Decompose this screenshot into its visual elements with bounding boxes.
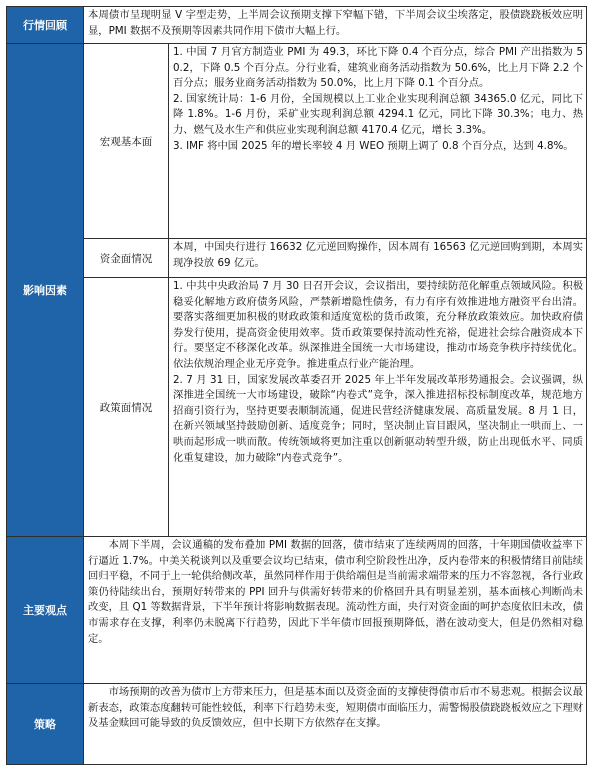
market-review-label: 行情回顾 [7, 7, 84, 44]
market-review-text: 本周债市呈现明显 V 字型走势，上半周会议预期支撑下窄幅下错，下半周会议尘埃落定，股债跷跷板效应明显，PMI 数据不及预期等因素共同作用下债市大幅上行。 [88, 9, 584, 37]
viewpoint-text: 本周下半周，会议通稿的发布叠加 PMI 数据的回落，债市结束了连续两周的回落，十年期国债收益率下行逼近 1.7%。中美关税谈判以及重要会议均已结束，债市利空阶段性出净，反内卷带来的积极情绪目前陆续回归平稳，不同于上一轮供给侧改革，虽然同样作用于供给端但是当前需求端带来的压力不容忽视，各行业政策仍待陆续出台，预期好转带来的 PPI 回升与供需好转带来的价格回升具有明显差别，基本面核心判断尚未改变，且 Q1 等数据背景，下半年预计将影响数据表现。流动性方面，央行对资金面的呵护态度依旧未改，债市需求存在支撑，利率仍未脱离下行趋势，因此下半年债市回报预期降低，潜在波动变大，但是仍然相对稳定。 [88, 539, 584, 645]
policy-text [169, 278, 586, 467]
macro-row [7, 44, 587, 239]
market-review-cell [84, 7, 587, 44]
macro-item: 2. 国家统计局：1-6 月份，全国规模以上工业企业实现利润总额 34365.0 亿元，同比下降 1.8%。1-6 月份，采矿业实现利润总额 4294.1 亿元，同比下降 30.3%；电力、热力、燃气及水生产和供应业实现利润总额 4170.4 亿元，增长 3.3%。 [173, 92, 584, 136]
funding-text: 本周，中国央行进行 16632 亿元逆回购操作，因本周有 16563 亿元逆回购到期，本周实现净投放 69 亿元。 [173, 241, 584, 269]
policy-item: 1. 中共中央政治局 7 月 30 日召开会议，会议指出，要持续防范化解重点领域风险。积极稳妥化解地方政府债务风险，严禁新增隐性债务，有力有序有效推进地方融资平台出清。要落实落细更加积极的财政政策和适度宽松的货币政策，充分释放政策效应。加快政府债券发行使用，提高资金使用效率。货币政策要保持流动性充裕，促进社会综合融资成本下行。要坚定不移深化改革。纵深推进全国统一大市场建设，推动市场竞争秩序持续优化。依法依规治理企业无序竞争。推进重点行业产能治理。 [173, 280, 584, 370]
macro-item: 1. 中国 7 月官方制造业 PMI 为 49.3，环比下降 0.4 个百分点，综合 PMI 产出指数为 50.2，下降 0.5 个百分点。分行业看，建筑业商务活动指数为 50.6%，比上月下降 2.2 个百分点；服务业商务活动指数为 50.0%，比上月下降 0.1 个百分点。 [173, 46, 584, 90]
policy-row [7, 278, 587, 537]
policy-label: 政策面情况 [84, 278, 169, 537]
policy-item: 2. 7 月 31 日，国家发展改革委召开 2025 年上半年发展改革形势通报会。会议强调，纵深推进全国统一大市场建设，破除“内卷式”竞争，深入推进招标投标制度改革，规范地方招商引资行为，坚持更要表顺制流通，促进民营经济健康发展、高质量发展。8 月 1 日，在新兴领域坚持鼓励创新、适度竞争；同时，坚决制止盲目跟风，坚决制止一哄而上、一哄而起形成一哄而散。传统领域将更加注重以创新驱动转型升级，防止出现低水平、同质化重复建设，加力破除“内卷式竞争”。 [173, 373, 584, 464]
macro-text [169, 44, 586, 155]
funding-row [7, 239, 587, 278]
policy-cell [169, 278, 587, 537]
macro-label: 宏观基本面 [84, 44, 169, 239]
viewpoint-label: 主要观点 [7, 537, 84, 684]
viewpoint-row [7, 537, 587, 684]
strategy-label: 策略 [7, 684, 84, 765]
market-review-row [7, 7, 587, 44]
macro-cell [169, 44, 587, 239]
strategy-cell [84, 684, 587, 765]
funding-cell [169, 239, 587, 278]
strategy-text: 市场预期的改善为债市上方带来压力，但是基本面以及资金面的支撑使得债市后市不易悲观。根据会议最新表态，政策态度翻转可能性较低，利率下行趋势未变，短期债市面临压力，需警惕股债跷跷板效应之下理财及基金赎回可能导致的负反馈效应，但中长期下方依然存在支撑。 [88, 686, 584, 730]
viewpoint-cell [84, 537, 587, 684]
factors-label: 影响因素 [7, 44, 84, 537]
strategy-row [7, 684, 587, 765]
funding-label: 资金面情况 [84, 239, 169, 278]
macro-item: 3. IMF 将中国 2025 年的增长率较 4 月 WEO 预期上调了 0.8 个百分点，达到 4.8%。 [173, 139, 574, 152]
market-report-table [6, 6, 587, 765]
